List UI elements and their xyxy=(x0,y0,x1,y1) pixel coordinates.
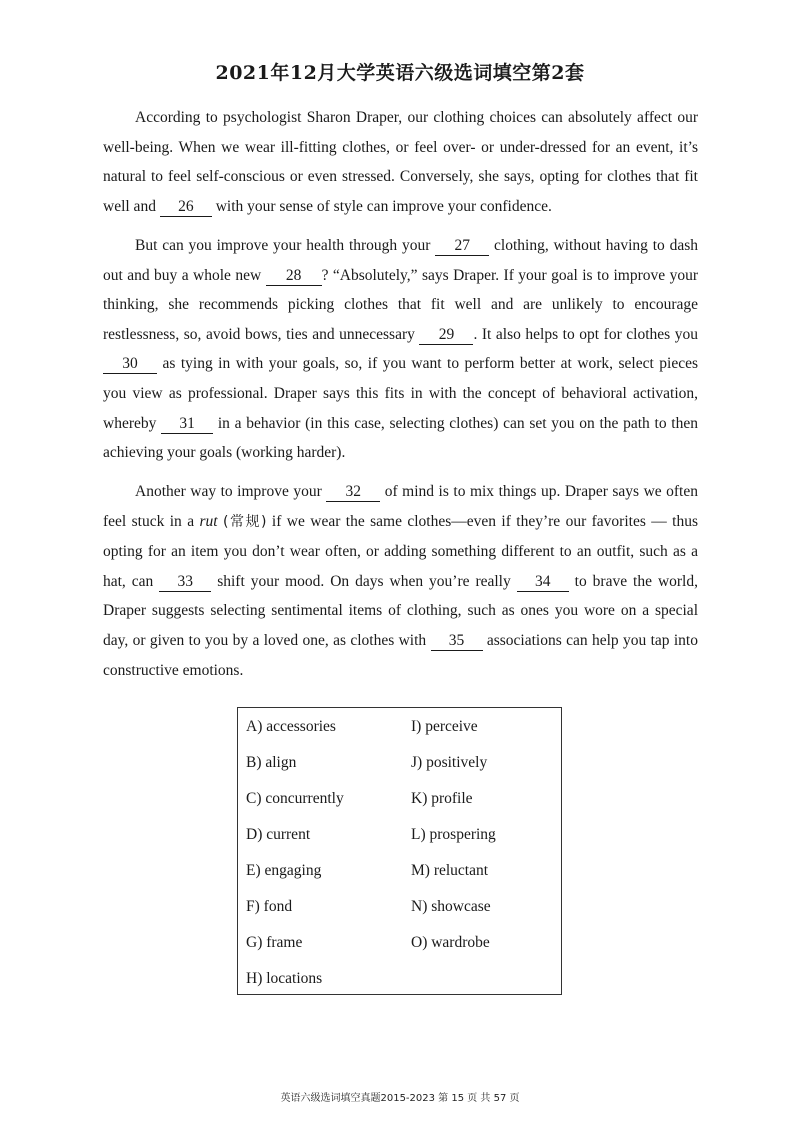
option-i: I) perceive xyxy=(411,718,478,735)
text: But can you improve your health through your xyxy=(135,237,436,254)
option-o: O) wardrobe xyxy=(411,934,490,951)
option-e: E) engaging xyxy=(246,862,322,879)
option-h: H) locations xyxy=(246,970,323,987)
page-title: 2021年12月大学英语六级选词填空第2套 xyxy=(215,62,585,84)
blank-27: 27 xyxy=(435,237,489,256)
page-footer: 英语六级选词填空真题2015-2023 第 15 页 共 57 页 xyxy=(280,1093,520,1104)
rut-translation: (常规) xyxy=(223,513,267,530)
blank-35: 35 xyxy=(431,632,483,651)
blank-32: 32 xyxy=(326,483,380,502)
blank-29: 29 xyxy=(419,326,473,345)
word-bank-box xyxy=(237,707,562,995)
text: shift your mood. On days when you’re really xyxy=(211,572,517,590)
option-f: F) fond xyxy=(246,898,293,915)
paragraph-1 xyxy=(103,103,698,221)
blank-33: 33 xyxy=(159,573,211,592)
option-m: M) reluctant xyxy=(411,862,489,879)
option-c: C) concurrently xyxy=(246,790,344,807)
text: in a behavior (in this case, selecting clothes) can set you on the path to then achieving your goals (working harder). xyxy=(103,414,698,462)
text: . It also helps to opt for clothes you xyxy=(473,325,698,343)
option-k: K) profile xyxy=(411,790,473,807)
text: According to psychologist Sharon Draper, our clothing choices can absolutely affect our well-being. When we wear ill-fitting clothes, or feel over- or under-dressed for an event, it’s natural to feel self-conscious or even stressed. Conversely, she says, opting for clothes that fit well and xyxy=(103,109,698,215)
blank-34: 34 xyxy=(517,573,569,592)
option-d: D) current xyxy=(246,826,311,843)
blank-28: 28 xyxy=(266,267,322,286)
text: with your sense of style can improve your confidence. xyxy=(211,197,552,215)
option-j: J) positively xyxy=(411,754,488,771)
paragraph-2 xyxy=(103,231,698,468)
word-bank-left-column xyxy=(246,717,344,1005)
blank-26: 26 xyxy=(160,198,212,217)
text: clothing, without having to dash out and buy a whole new xyxy=(103,237,698,284)
text: ? “Absolutely,” says Draper. If your goal is to improve your thinking, she recommends picking clothes that fit well and are unlikely to encourage restlessness, so, avoid bows, ties and unnecessary xyxy=(103,266,698,343)
word-bank-right-column xyxy=(411,717,496,969)
text: of mind is to mix things up. Draper says we often feel stuck in a xyxy=(103,483,698,530)
blank-31: 31 xyxy=(161,415,213,434)
paragraph-3 xyxy=(103,477,698,685)
text: Another way to improve your xyxy=(135,483,327,500)
text: associations can help you tap into constructive emotions. xyxy=(103,631,698,679)
blank-30: 30 xyxy=(103,355,157,374)
option-g: G) frame xyxy=(246,934,303,951)
text: as tying in with your goals, so, if you want to perform better at work, select pieces you view as professional. Draper says this fits in with the concept of behavioral activation, whereby xyxy=(103,355,698,432)
rut-word: rut xyxy=(199,512,218,530)
option-a: A) accessories xyxy=(246,718,336,735)
text: if we wear the same clothes—even if they’re our favorites — thus opting for an item you don’t wear often, or adding something different to an outfit, such as a hat, can xyxy=(103,512,699,590)
text: to brave the world, Draper suggests selecting sentimental items of clothing, such as ones you wore on a special day, or given to you by a loved one, as clothes with xyxy=(103,572,698,649)
option-l: L) prospering xyxy=(411,826,496,843)
option-n: N) showcase xyxy=(411,898,491,915)
option-b: B) align xyxy=(246,754,297,771)
